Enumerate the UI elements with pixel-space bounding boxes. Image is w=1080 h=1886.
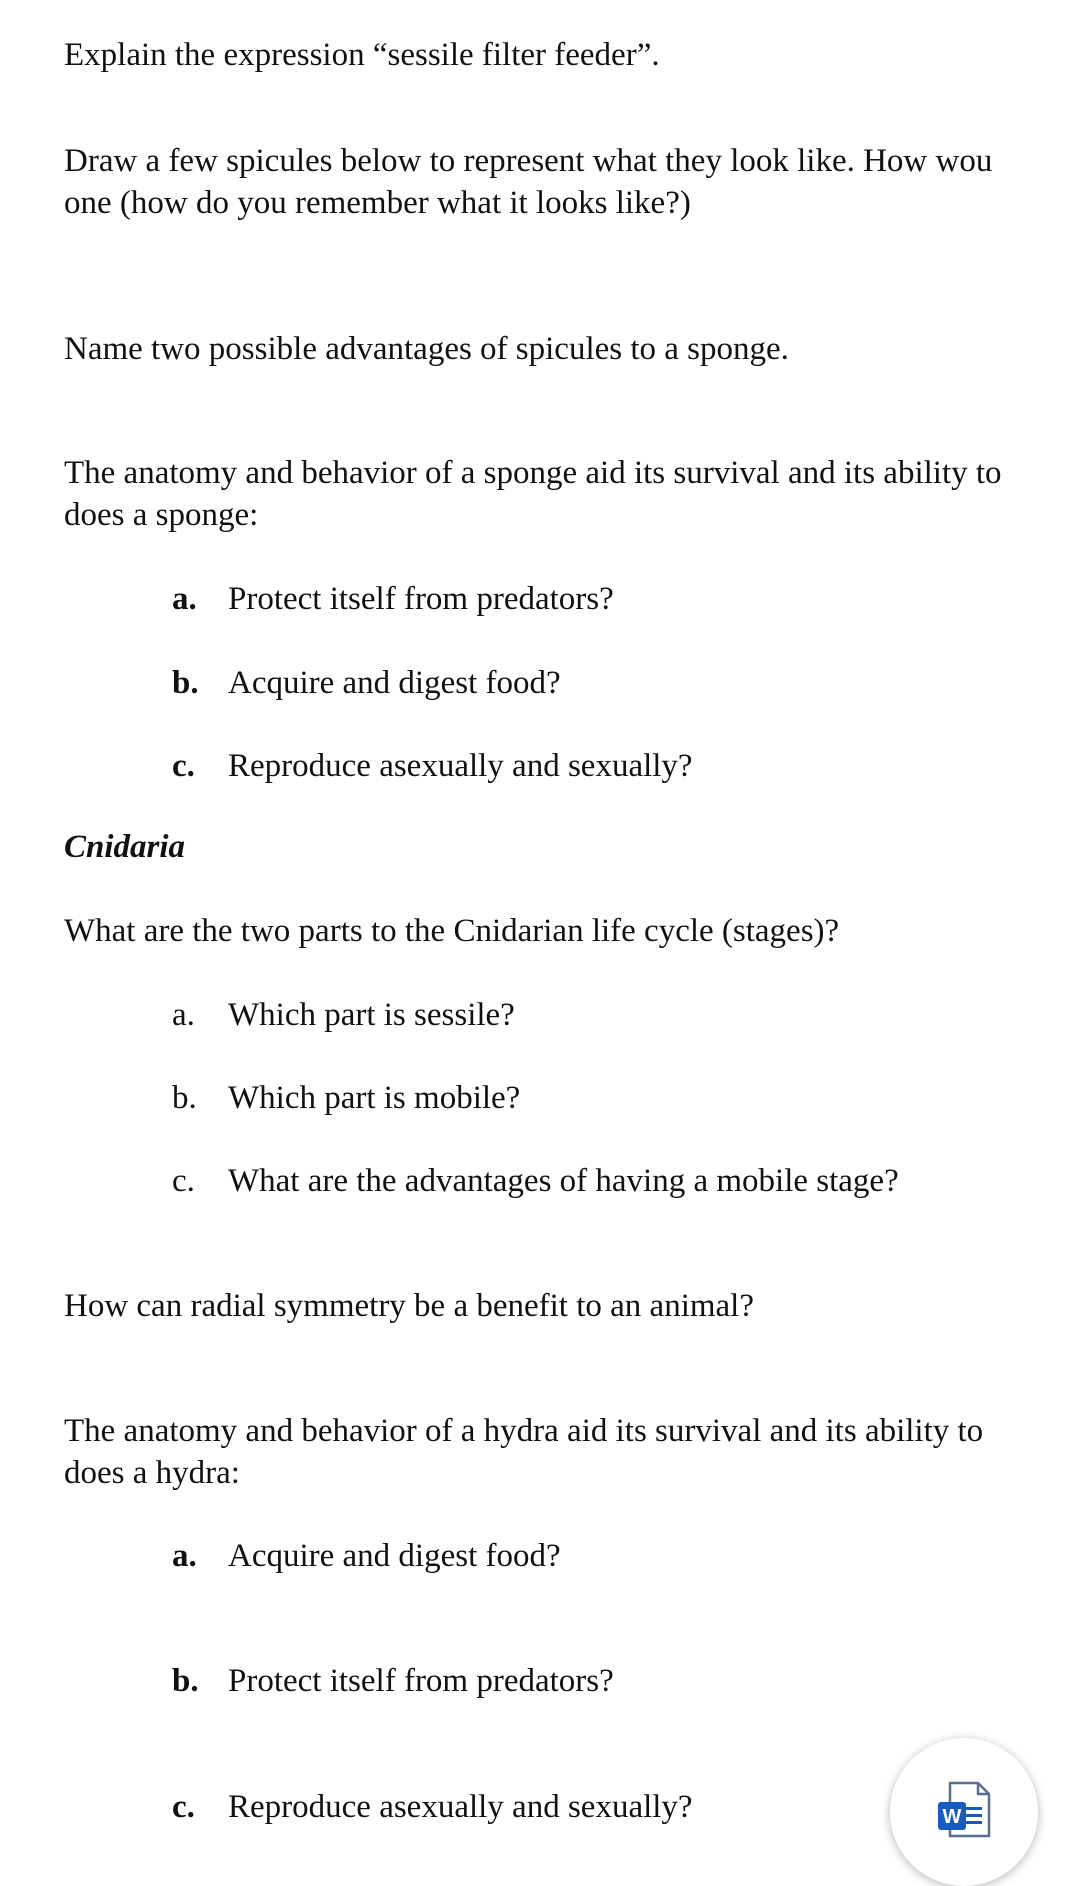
list-item-text: Acquire and digest food?: [228, 1538, 561, 1574]
list-item-text: Protect itself from predators?: [228, 581, 614, 617]
list-item-text: Reproduce asexually and sexually?: [228, 748, 693, 784]
list-marker: c.: [172, 1789, 195, 1825]
list-item-text: Acquire and digest food?: [228, 665, 561, 701]
hydra-item-a: [172, 1535, 561, 1577]
open-in-word-button[interactable]: [890, 1738, 1038, 1886]
question-spicule-advantages: Name two possible advantages of spicules to a sponge.: [64, 331, 789, 367]
word-document-icon: [936, 1780, 992, 1840]
sponge-item-c: [172, 745, 693, 787]
list-item-text: Reproduce asexually and sexually?: [228, 1789, 693, 1825]
question-sessile-filter-feeder: Explain the expression “sessile filter feeder”.: [64, 37, 660, 73]
list-marker: c.: [172, 748, 195, 784]
word-letter: W: [942, 1806, 962, 1828]
list-item-text: Which part is sessile?: [228, 997, 515, 1033]
question-hydra-anatomy-line2: does a hydra:: [64, 1455, 240, 1491]
question-radial-symmetry: How can radial symmetry be a benefit to an animal?: [64, 1288, 754, 1324]
sponge-item-a: [172, 578, 614, 620]
question-hydra-anatomy-line1: The anatomy and behavior of a hydra aid its survival and its ability to: [64, 1413, 984, 1449]
lifecycle-item-b: [172, 1077, 520, 1119]
list-item-text: Which part is mobile?: [228, 1080, 521, 1116]
list-marker: a.: [172, 997, 195, 1033]
list-marker: a.: [172, 1538, 197, 1574]
sponge-item-b: [172, 662, 561, 704]
list-marker: b.: [172, 1080, 197, 1116]
list-marker: a.: [172, 581, 197, 617]
list-marker: b.: [172, 665, 199, 701]
question-sponge-anatomy-line2: does a sponge:: [64, 497, 259, 533]
lifecycle-item-c: [172, 1160, 899, 1202]
hydra-item-b: [172, 1660, 614, 1702]
hydra-item-c: [172, 1786, 693, 1828]
list-item-text: Protect itself from predators?: [228, 1663, 614, 1699]
lifecycle-item-a: [172, 994, 515, 1036]
section-heading-cnidaria: Cnidaria: [64, 829, 186, 865]
list-item-text: What are the advantages of having a mobile stage?: [228, 1163, 899, 1199]
list-marker: c.: [172, 1163, 195, 1199]
question-cnidarian-life-cycle: What are the two parts to the Cnidarian life cycle (stages)?: [64, 913, 840, 949]
question-spicules-line1: Draw a few spicules below to represent what they look like. How wou: [64, 143, 993, 179]
question-spicules-line2: one (how do you remember what it looks like?): [64, 185, 691, 221]
list-marker: b.: [172, 1663, 199, 1699]
question-sponge-anatomy-line1: The anatomy and behavior of a sponge aid its survival and its ability to: [64, 455, 1002, 491]
